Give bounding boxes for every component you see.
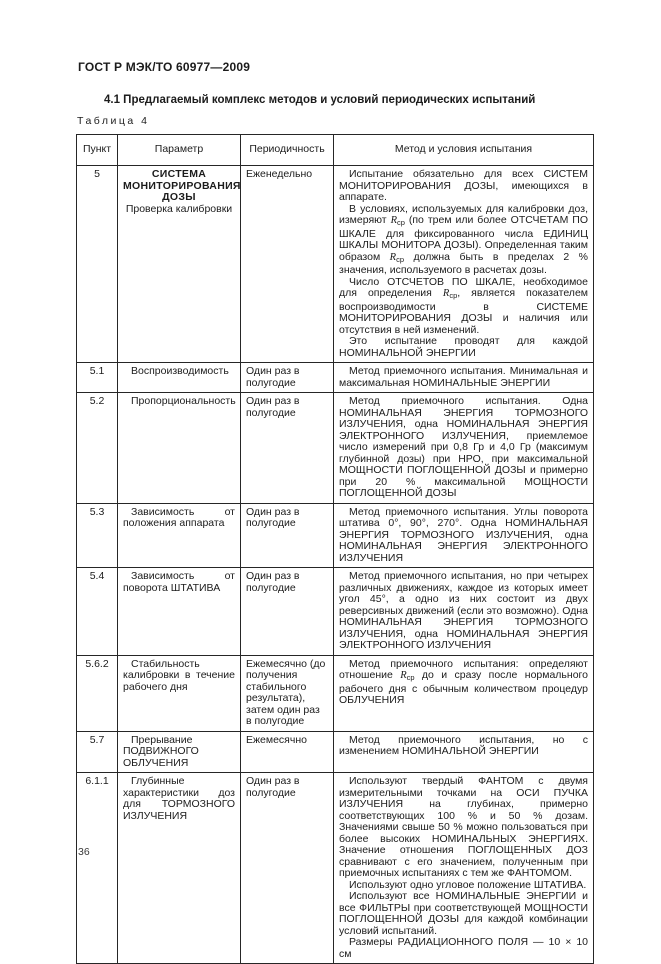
cell-item-number: 6.1.1 — [77, 773, 118, 964]
method-paragraph: Это испытание проводят для каждой НОМИНАЛЬНОЙ ЭНЕРГИИ — [339, 335, 588, 359]
cell-item-number: 5.4 — [77, 568, 118, 656]
cell-parameter — [118, 166, 241, 363]
cell-parameter — [118, 568, 241, 656]
cell-parameter — [118, 393, 241, 504]
periodicity-text: Один раз в полугодие — [246, 365, 300, 389]
cell-method — [334, 166, 594, 363]
cell-periodicity — [241, 166, 334, 363]
method-paragraph: Испытание обязательно для всех СИСТЕМ МОНИТОРИРОВАНИЯ ДОЗЫ, имеющихся в аппарате. — [339, 168, 588, 203]
method-paragraph: Используют все НОМИНАЛЬНЫЕ ЭНЕРГИИ и все ФИЛЬТРЫ при соответствующей МОЩНОСТИ ПОГЛОЩЕННОЙ ДОЗЫ для каждой комбинации условий испытаний. — [339, 890, 588, 937]
test-methods-table — [76, 134, 594, 964]
cell-method — [334, 393, 594, 504]
cell-method — [334, 773, 594, 964]
table-row — [77, 568, 594, 656]
cell-periodicity — [241, 731, 334, 773]
cell-item-number: 5 — [77, 166, 118, 363]
periodicity-text: Один раз в полугодие — [246, 395, 300, 419]
parameter-text: Зависимость от положения аппарата — [123, 505, 235, 529]
parameter-text: Пропорциональность — [131, 395, 236, 407]
method-paragraph: Используют твердый ФАНТОМ с двумя измерительными точками на ОСИ ПУЧКА ИЗЛУЧЕНИЯ на глубинах, примерно соответствующих 100 % и 50 % дозам. Значениями свыше 50 % можно пользоваться при более высоких НОМИНАЛЬНЫХ ЭНЕРГИЯХ. Значение отношения ПОГЛОЩЕННЫХ ДОЗ сравнивают с его значением, полученным при приемочных испытаниях с тем же ФАНТОМОМ. — [339, 775, 588, 879]
table-header — [77, 135, 594, 166]
table-row — [77, 773, 594, 964]
method-paragraph: Метод приемочного испытания. Углы поворота штатива 0°, 90°, 270°. Одна НОМИНАЛЬНАЯ ЭНЕРГИЯ ТОРМОЗНОГО ИЗЛУЧЕНИЯ, одна НОМИНАЛЬНАЯ ЭНЕРГИЯ ЭЛЕКТРОННОГО ИЗЛУЧЕНИЯ — [339, 505, 588, 564]
table-body — [77, 166, 594, 964]
cell-item-number: 5.1 — [77, 363, 118, 393]
periodicity-text: Один раз в полугодие — [246, 505, 300, 529]
method-paragraph: Метод приемочного испытания. Одна НОМИНАЛЬНАЯ ЭНЕРГИЯ ТОРМОЗНОГО ИЗЛУЧЕНИЯ, одна НОМИНАЛЬНАЯ ЭНЕРГИЯ ЭЛЕКТРОННОГО ИЗЛУЧЕНИЯ, приемлемое число измерений при 0,8 Гр и 4,0 Гр (максимум глубинной дозы) при НРО, при максимальной МОЩНОСТИ ПОГЛОЩЕННОЙ ДОЗЫ и примерно при 20 % максимальной МОЩНОСТИ ПОГЛОЩЕННОЙ ДОЗЫ — [339, 395, 588, 499]
periodicity-text: Ежемесячно — [246, 733, 307, 746]
page-number: 36 — [78, 846, 90, 858]
periodicity-text: Один раз в полугодие — [246, 570, 300, 594]
table-row — [77, 363, 594, 393]
periodicity-text: Еженедельно — [246, 168, 313, 180]
method-paragraph: Используют одно угловое положение ШТАТИВА. — [349, 878, 587, 891]
parameter-text: Воспроизводимость — [131, 365, 229, 377]
cell-periodicity — [241, 568, 334, 656]
cell-method — [334, 568, 594, 656]
method-paragraph: Метод приемочного испытания, но при четырех различных движениях, каждое из которых имеет угол 45°, а одно из них состоит из двух реверсивных движений (если это возможно). Одна НОМИНАЛЬНАЯ ЭНЕРГИЯ ТОРМОЗНОГО ИЗЛУЧЕНИЯ, одна НОМИНАЛЬНАЯ ЭНЕРГИЯ ЭЛЕКТРОННОГО ИЗЛУЧЕНИЯ — [339, 570, 588, 651]
cell-item-number: 5.6.2 — [77, 655, 118, 731]
cell-method — [334, 655, 594, 731]
cell-periodicity — [241, 503, 334, 568]
table-row — [77, 166, 594, 363]
cell-method — [334, 503, 594, 568]
col-header-item: Пункт — [77, 135, 118, 166]
table-row — [77, 503, 594, 568]
method-paragraph: Метод приемочного испытания. Минимальная и максимальная НОМИНАЛЬНЫЕ ЭНЕРГИИ — [339, 365, 588, 389]
cell-periodicity — [241, 363, 334, 393]
table-row — [77, 655, 594, 731]
method-paragraph: Метод приемочного испытания, но с изменением НОМИНАЛЬНОЙ ЭНЕРГИИ — [339, 733, 588, 757]
method-paragraph: В условиях, используемых для калибровки доз, измеряют $R_{ср}$ (по трем или более ОТСЧЕТАМ ПО ШКАЛЕ для фиксированного числа ЕДИНИЦ ШКАЛЫ МОНИТОРА ДОЗЫ). Определенная таким образом $R_{ср}$ должна быть в пределах 2 % значения, используемого в расчетах дозы. — [339, 202, 588, 276]
parameter-text: СИСТЕМА МОНИТОРИРОВАНИЯ ДОЗЫ — [123, 168, 241, 203]
cell-method — [334, 731, 594, 773]
table-header-row — [77, 135, 594, 166]
periodicity-text: Ежемесячно (до получения стабильного результата), затем один раз в полугодие — [246, 657, 326, 727]
method-paragraph: Метод приемочного испытания: определяют отношение $R_{ср}$ до и сразу после нормального рабочего дня с обычным количеством процедур ОБЛУЧЕНИЯ — [339, 657, 588, 706]
col-header-method: Метод и условия испытания — [334, 135, 594, 166]
parameter-text: Проверка калибровки — [125, 202, 233, 215]
doc-code: ГОСТ Р МЭК/ТО 60977—2009 — [78, 60, 251, 74]
section-heading: 4.1 Предлагаемый комплекс методов и условий периодических испытаний — [104, 94, 536, 106]
cell-parameter — [118, 363, 241, 393]
cell-method — [334, 363, 594, 393]
cell-item-number: 5.3 — [77, 503, 118, 568]
cell-periodicity — [241, 393, 334, 504]
method-paragraph: Число ОТСЧЕТОВ ПО ШКАЛЕ, необходимое для определения $R_{ср}$, является показателем воспроизводимости в СИСТЕМЕ МОНИТОРИРОВАНИЯ ДОЗЫ и наличия или отсутствия в ней изменений. — [339, 275, 588, 336]
cell-periodicity — [241, 773, 334, 964]
cell-parameter — [118, 731, 241, 773]
table-row — [77, 393, 594, 504]
method-paragraph: Размеры РАДИАЦИОННОГО ПОЛЯ — 10 × 10 см — [339, 936, 588, 960]
parameter-text: Зависимость от поворота ШТАТИВА — [123, 570, 235, 594]
cell-periodicity — [241, 655, 334, 731]
parameter-text: Стабильность калибровки в течение рабочего дня — [123, 657, 235, 693]
table-row — [77, 731, 594, 773]
table-caption: Таблица 4 — [77, 115, 150, 127]
parameter-text: Прерывание ПОДВИЖНОГО ОБЛУЧЕНИЯ — [123, 733, 199, 769]
parameter-text: Глубинные характеристики доз для ТОРМОЗНОГО ИЗЛУЧЕНИЯ — [123, 775, 235, 822]
cell-item-number: 5.2 — [77, 393, 118, 504]
periodicity-text: Один раз в полугодие — [246, 775, 300, 799]
col-header-parameter: Параметр — [118, 135, 241, 166]
col-header-periodicity: Периодичность — [241, 135, 334, 166]
cell-item-number: 5.7 — [77, 731, 118, 773]
cell-parameter — [118, 503, 241, 568]
cell-parameter — [118, 773, 241, 964]
cell-parameter — [118, 655, 241, 731]
